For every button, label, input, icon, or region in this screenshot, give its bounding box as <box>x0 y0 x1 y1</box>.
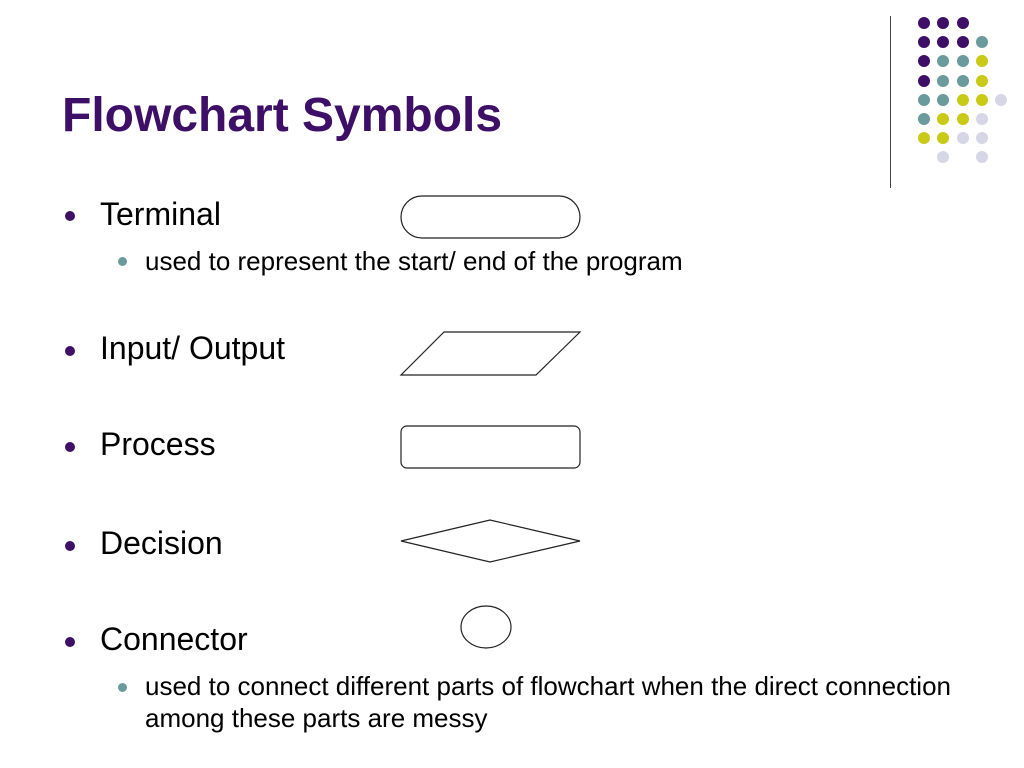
decorative-dot <box>976 94 988 106</box>
item-connector-label: Connector <box>100 621 248 657</box>
bullet-dot <box>65 211 75 221</box>
connector-symbol <box>461 606 511 648</box>
decorative-dot <box>918 17 930 29</box>
decision-symbol <box>401 520 580 562</box>
item-terminal-label: Terminal <box>100 196 221 232</box>
process-symbol <box>401 426 580 468</box>
item-process-label: Process <box>100 426 216 462</box>
decorative-dot <box>918 75 930 87</box>
item-decision-label: Decision <box>100 525 223 561</box>
decorative-dot <box>957 75 969 87</box>
item-connector-description: used to connect different parts of flowchart when the direct connection among these parts are messy <box>145 671 951 733</box>
bullet-dot <box>65 637 75 647</box>
decorative-dot <box>937 151 949 163</box>
bullet-dot <box>65 346 75 356</box>
sub-bullet-dot <box>118 683 127 692</box>
decorative-dot <box>976 36 988 48</box>
bullet-dot <box>65 442 75 452</box>
decorative-dot <box>937 132 949 144</box>
decorative-dot <box>957 55 969 67</box>
terminal-symbol <box>401 196 580 238</box>
decorative-dot <box>918 94 930 106</box>
decorative-dot <box>976 75 988 87</box>
slide-title: Flowchart Symbols <box>62 89 503 142</box>
sub-bullet-dot <box>118 257 127 266</box>
item-input-output-label: Input/ Output <box>100 330 286 366</box>
flowchart-symbols <box>398 190 588 650</box>
decorative-dot <box>937 17 949 29</box>
decorative-dot <box>918 113 930 125</box>
item-terminal-description: used to represent the start/ end of the program <box>145 246 683 276</box>
decorative-dot <box>918 55 930 67</box>
decorative-dot <box>937 36 949 48</box>
vertical-divider <box>890 16 891 188</box>
bullet-dot <box>65 541 75 551</box>
decorative-dot <box>976 55 988 67</box>
decorative-dot <box>937 113 949 125</box>
decorative-dot <box>976 132 988 144</box>
decorative-dot <box>937 75 949 87</box>
decorative-dot <box>918 36 930 48</box>
decorative-dot <box>995 94 1007 106</box>
decorative-dot <box>918 132 930 144</box>
input-output-symbol <box>401 332 580 375</box>
decorative-dot <box>957 113 969 125</box>
decorative-dot <box>957 94 969 106</box>
decorative-dot <box>976 151 988 163</box>
decorative-dot <box>957 36 969 48</box>
decorative-dot <box>937 94 949 106</box>
decorative-dot <box>937 55 949 67</box>
decorative-dot <box>957 17 969 29</box>
decorative-dot <box>976 113 988 125</box>
decorative-dot <box>957 132 969 144</box>
